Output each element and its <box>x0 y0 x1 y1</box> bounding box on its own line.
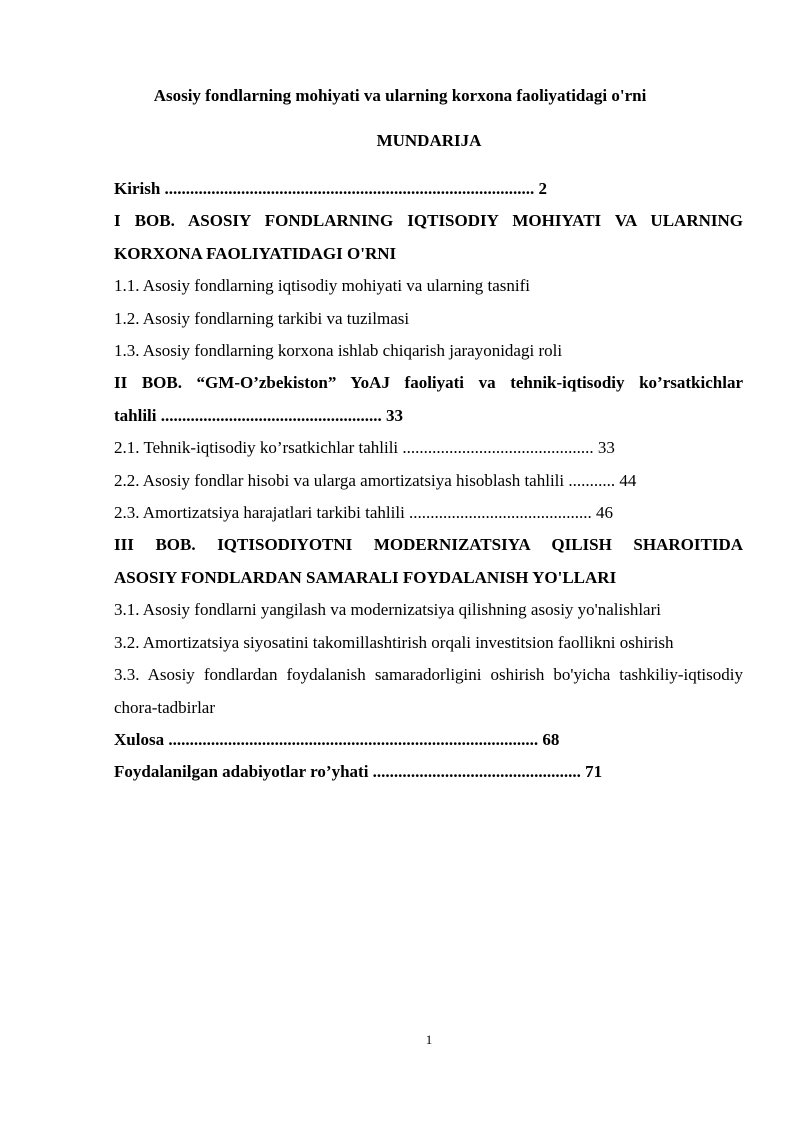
table-of-contents <box>114 173 743 789</box>
toc-entry-section-2-2: 2.2. Asosiy fondlar hisobi va ularga amortizatsiya hisoblash tahlili ........... 44 <box>114 470 637 490</box>
toc-entry-chapter-2-continued: tahlili .................................................... 33 <box>114 405 404 425</box>
document-title: Asosiy fondlarning mohiyati va ularning korxona faoliyatidagi o'rni <box>153 86 647 105</box>
toc-entry-section-1-3: 1.3. Asosiy fondlarning korxona ishlab chiqarish jarayonidagi roli <box>114 341 563 361</box>
toc-entry-section-3-3: 3.3. Asosiy fondlardan foydalanish samaradorligini oshirish bo'yicha tashkiliy-iqtisodiy chora-tadbirlar <box>114 665 743 717</box>
toc-entry-section-2-1: 2.1. Tehnik-iqtisodiy ko’rsatkichlar tahlili ............................................. 33 <box>114 438 615 458</box>
toc-entry-section-2-3: 2.3. Amortizatsiya harajatlari tarkibi tahlili ........................................... 46 <box>114 503 614 523</box>
toc-entry-section-3-1: 3.1. Asosiy fondlarni yangilash va modernizatsiya qilishning asosiy yo'nalishlari <box>114 600 661 620</box>
toc-entry-chapter-1-continued: KORXONA FAOLIYATIDAGI O'RNI <box>114 243 397 263</box>
toc-entry-xulosa: Xulosa ....................................................................................... 68 <box>114 729 560 749</box>
toc-entry-references: Foydalanilgan adabiyotlar ro’yhati ................................................. 71 <box>114 762 603 782</box>
page-number: 1 <box>425 1032 433 1047</box>
toc-entry-chapter-3-continued: ASOSIY FONDLARDAN SAMARALI FOYDALANISH YO'LLARI <box>114 567 617 587</box>
toc-entry-chapter-2: II BOB. “GM-O’zbekiston” YoAJ faoliyati va tehnik-iqtisodiy ko’rsatkichlar <box>114 373 743 393</box>
toc-entry-section-3-2: 3.2. Amortizatsiya siyosatini takomillashtirish orqali investitsion faollikni oshirish <box>114 632 674 652</box>
toc-entry-chapter-3: III BOB. IQTISODIYOTNI MODERNIZATSIYA QILISH SHAROITIDA <box>114 535 743 555</box>
toc-heading: MUNDARIJA <box>376 131 482 150</box>
toc-entry-chapter-1: I BOB. ASOSIY FONDLARNING IQTISODIY MOHIYATI VA ULARNING <box>114 211 743 231</box>
toc-entry-section-1-2: 1.2. Asosiy fondlarning tarkibi va tuzilmasi <box>114 308 410 328</box>
toc-entry-section-1-1: 1.1. Asosiy fondlarning iqtisodiy mohiyati va ularning tasnifi <box>114 276 530 296</box>
toc-entry-kirish: Kirish ....................................................................................... 2 <box>114 179 548 198</box>
